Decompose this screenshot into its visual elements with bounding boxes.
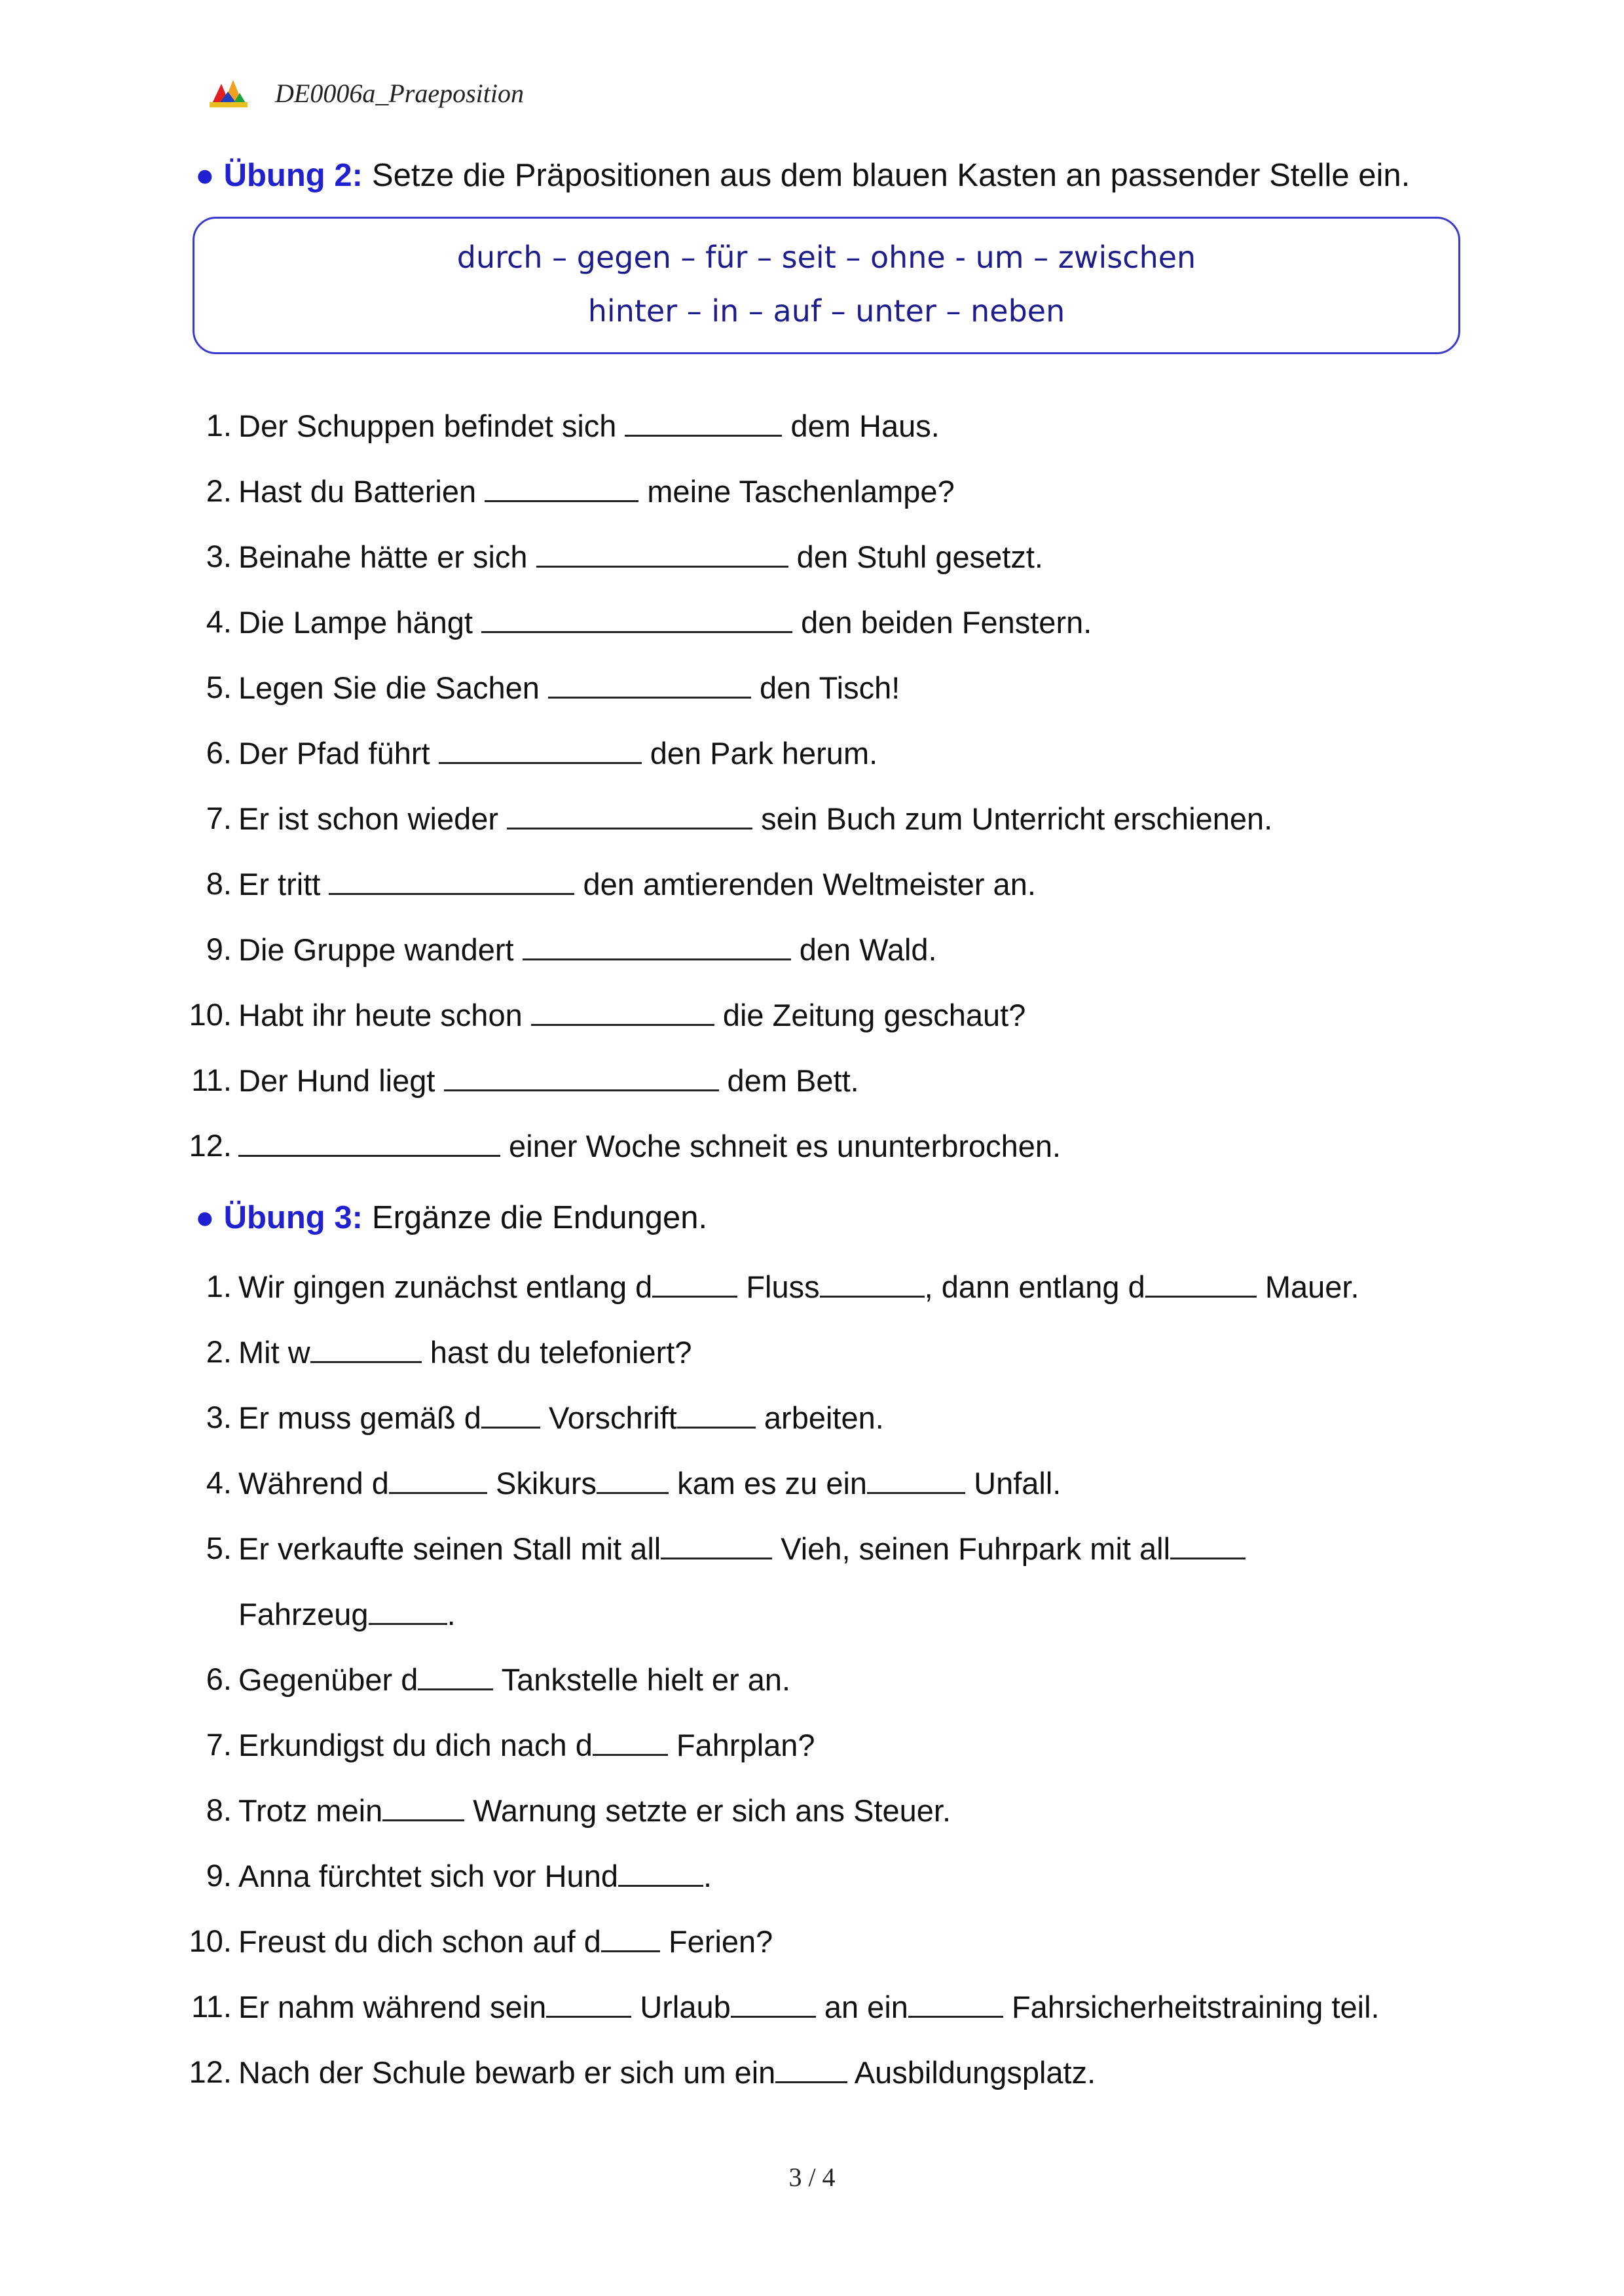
answer-blank[interactable] (1170, 1529, 1246, 1559)
item-text (238, 1398, 884, 1438)
item-number: 3. (206, 1400, 232, 1434)
item-text-part: Ausbildungsplatz. (847, 2055, 1096, 2090)
bullet-icon: ● (195, 158, 215, 193)
answer-blank[interactable] (677, 1398, 756, 1429)
answer-blank[interactable] (908, 1987, 1003, 2018)
item-text-after: sein Buch zum Unterricht erschienen. (752, 801, 1273, 836)
item-number: 2. (206, 473, 232, 508)
item-text-after: dem Bett. (718, 1063, 859, 1098)
bullet-icon: ● (195, 1200, 215, 1235)
item-text-after: einer Woche schneit es ununterbrochen. (500, 1129, 1061, 1163)
item-text-part: Er nahm während sein (238, 1990, 547, 2024)
item-number: 2. (206, 1334, 232, 1369)
item-text (238, 602, 1092, 642)
item-number: 6. (206, 735, 232, 770)
item-text (238, 1267, 1359, 1307)
item-text-after: dem Haus. (782, 409, 940, 443)
item-text (238, 1529, 1246, 1569)
item-text-before: Habt ihr heute schon (238, 998, 531, 1032)
answer-blank[interactable] (418, 1660, 493, 1690)
item-text-after: die Zeitung geschaut? (714, 998, 1026, 1032)
item-text-part: . (447, 1597, 456, 1631)
item-text-part: Vieh, seinen Fuhrpark mit all (772, 1531, 1171, 1566)
item-text-after: den Park herum. (641, 736, 878, 771)
item-text-part: Mauer. (1256, 1269, 1359, 1304)
item-text (238, 1791, 951, 1831)
item-text-part: Unfall. (965, 1466, 1061, 1501)
item-text-part: hast du telefoniert? (421, 1335, 692, 1370)
item-number: 8. (206, 1793, 232, 1827)
item-text (238, 471, 955, 511)
answer-blank[interactable] (485, 471, 638, 502)
item-text-part: Urlaub (631, 1990, 731, 2024)
item-number: 10. (189, 997, 232, 1032)
item-text-before: Hast du Batterien (238, 474, 485, 509)
item-text-before: Die Gruppe wandert (238, 932, 523, 967)
item-text-part: Fahrplan? (667, 1728, 815, 1762)
answer-blank[interactable] (238, 1126, 500, 1157)
item-number: 4. (206, 604, 232, 639)
uebung2-label: Übung 2: (223, 158, 363, 193)
item-text (238, 733, 877, 773)
answer-blank[interactable] (820, 1267, 925, 1298)
item-text-part: Fahrzeug (238, 1597, 369, 1631)
item-number: 1. (206, 408, 232, 443)
answer-blank[interactable] (536, 537, 788, 568)
answer-blank[interactable] (481, 602, 792, 633)
answer-blank[interactable] (731, 1987, 816, 2018)
answer-blank[interactable] (329, 864, 574, 895)
item-text-part: kam es zu ein (669, 1466, 868, 1501)
document-title: DE0006a_Praeposition (275, 78, 524, 108)
item-number: 7. (206, 801, 232, 835)
item-text (238, 1725, 815, 1765)
answer-blank[interactable] (523, 930, 791, 960)
page-number: 3 / 4 (788, 2162, 836, 2192)
item-text-after: den Tisch! (750, 670, 900, 705)
item-text (238, 1660, 790, 1700)
item-number: 9. (206, 932, 232, 966)
item-text (238, 1856, 712, 1896)
word-box-line-1: durch – gegen – für – seit – ohne - um – zwischen (456, 240, 1196, 275)
item-text-part: Tankstelle hielt er an. (493, 1662, 791, 1697)
item-text-part: Er verkaufte seinen Stall mit all (238, 1531, 661, 1566)
answer-blank[interactable] (867, 1463, 965, 1494)
item-number: 1. (206, 1269, 232, 1303)
item-number: 11. (191, 1063, 232, 1097)
answer-blank[interactable] (593, 1725, 668, 1756)
item-text-after: den Wald. (790, 932, 937, 967)
item-text (238, 406, 940, 446)
item-text (238, 1987, 1380, 2027)
item-number: 11. (191, 1989, 232, 2024)
item-text (238, 1061, 859, 1101)
item-number: 10. (189, 1923, 232, 1958)
answer-blank[interactable] (310, 1332, 422, 1363)
answer-blank[interactable] (382, 1791, 464, 1821)
uebung2-heading (195, 156, 1410, 195)
item-number: 3. (206, 539, 232, 574)
logo-icon (208, 77, 249, 109)
item-text (238, 1594, 456, 1634)
item-number: 12. (189, 1128, 232, 1163)
uebung3-heading (195, 1198, 707, 1237)
answer-blank[interactable] (369, 1594, 447, 1625)
item-text (238, 1463, 1061, 1503)
item-text-part: Ferien? (659, 1924, 773, 1959)
answer-blank[interactable] (439, 733, 642, 764)
answer-blank[interactable] (481, 1398, 540, 1429)
document-header (208, 73, 524, 113)
answer-blank[interactable] (652, 1267, 737, 1298)
answer-blank[interactable] (389, 1463, 487, 1494)
item-text (238, 799, 1272, 839)
item-text-part: Er muss gemäß d (238, 1400, 481, 1435)
item-text-part: Warnung setzte er sich ans Steuer. (464, 1793, 951, 1828)
item-text-before: Legen Sie die Sachen (238, 670, 548, 705)
item-text-before: Der Pfad führt (238, 736, 439, 771)
item-number: 5. (206, 1531, 232, 1565)
item-text-before: Der Schuppen befindet sich (238, 409, 625, 443)
item-number: 5. (206, 670, 232, 704)
item-number: 6. (206, 1662, 232, 1696)
item-text (238, 864, 1036, 904)
item-text-after: den amtierenden Weltmeister an. (574, 867, 1036, 902)
item-text-part: Nach der Schule bewarb er sich um ein (238, 2055, 776, 2090)
answer-blank[interactable] (661, 1529, 772, 1559)
answer-blank[interactable] (531, 995, 714, 1026)
item-text-part: an ein (815, 1990, 908, 2024)
answer-blank[interactable] (546, 1987, 631, 2018)
item-text-part: . (703, 1859, 712, 1893)
item-text (238, 1332, 692, 1372)
item-number: 4. (206, 1465, 232, 1500)
item-text-part: Freust du dich schon auf d (238, 1924, 601, 1959)
item-text-before: Er ist schon wieder (238, 801, 507, 836)
item-text (238, 537, 1043, 577)
item-text-part: Anna fürchtet sich vor Hund (238, 1859, 618, 1893)
answer-blank[interactable] (507, 799, 752, 829)
item-number: 9. (206, 1858, 232, 1893)
item-text (238, 995, 1025, 1035)
answer-blank[interactable] (1145, 1267, 1257, 1298)
item-text-part: Gegenüber d (238, 1662, 418, 1697)
answer-blank[interactable] (548, 668, 751, 699)
item-number: 8. (206, 866, 232, 901)
item-text-part: Trotz mein (238, 1793, 383, 1828)
item-text-part: Fluss (737, 1269, 820, 1304)
item-text-part: arbeiten. (755, 1400, 884, 1435)
answer-blank[interactable] (618, 1856, 703, 1887)
item-text-part: Fahrsicherheitstraining teil. (1003, 1990, 1380, 2024)
item-text (238, 1922, 773, 1961)
item-text (238, 2052, 1096, 2092)
answer-blank[interactable] (601, 1922, 660, 1952)
item-text-before: Er tritt (238, 867, 329, 902)
item-text (238, 930, 937, 970)
item-text-before: Die Lampe hängt (238, 605, 482, 640)
item-text-part: Vorschrift (540, 1400, 677, 1435)
preposition-word-box (193, 217, 1460, 354)
uebung3-instruction: Ergänze die Endungen. (371, 1200, 708, 1235)
answer-blank[interactable] (597, 1463, 669, 1494)
uebung3-label: Übung 3: (223, 1200, 363, 1235)
item-text-part: Skikurs (487, 1466, 597, 1501)
item-number: 7. (206, 1727, 232, 1762)
item-text-part: Erkundigst du dich nach d (238, 1728, 593, 1762)
item-text-before: Der Hund liegt (238, 1063, 444, 1098)
item-text-part: , dann entlang d (924, 1269, 1145, 1304)
word-box-line-2: hinter – in – auf – unter – neben (587, 293, 1065, 329)
item-text-part: Während d (238, 1466, 389, 1501)
answer-blank[interactable] (625, 406, 782, 437)
item-number: 12. (189, 2054, 232, 2089)
item-text-after: den beiden Fenstern. (792, 605, 1092, 640)
item-text-part: Wir gingen zunächst entlang d (238, 1269, 653, 1304)
item-text (238, 668, 900, 708)
item-text-after: den Stuhl gesetzt. (788, 539, 1043, 574)
answer-blank[interactable] (775, 2052, 847, 2083)
item-text-after: meine Taschenlampe? (638, 474, 955, 509)
uebung2-instruction: Setze die Präpositionen aus dem blauen Kasten an passender Stelle ein. (371, 158, 1411, 193)
answer-blank[interactable] (444, 1061, 719, 1091)
item-text-before: Beinahe hätte er sich (238, 539, 536, 574)
item-text (238, 1126, 1061, 1166)
item-text-part: Mit w (238, 1335, 310, 1370)
